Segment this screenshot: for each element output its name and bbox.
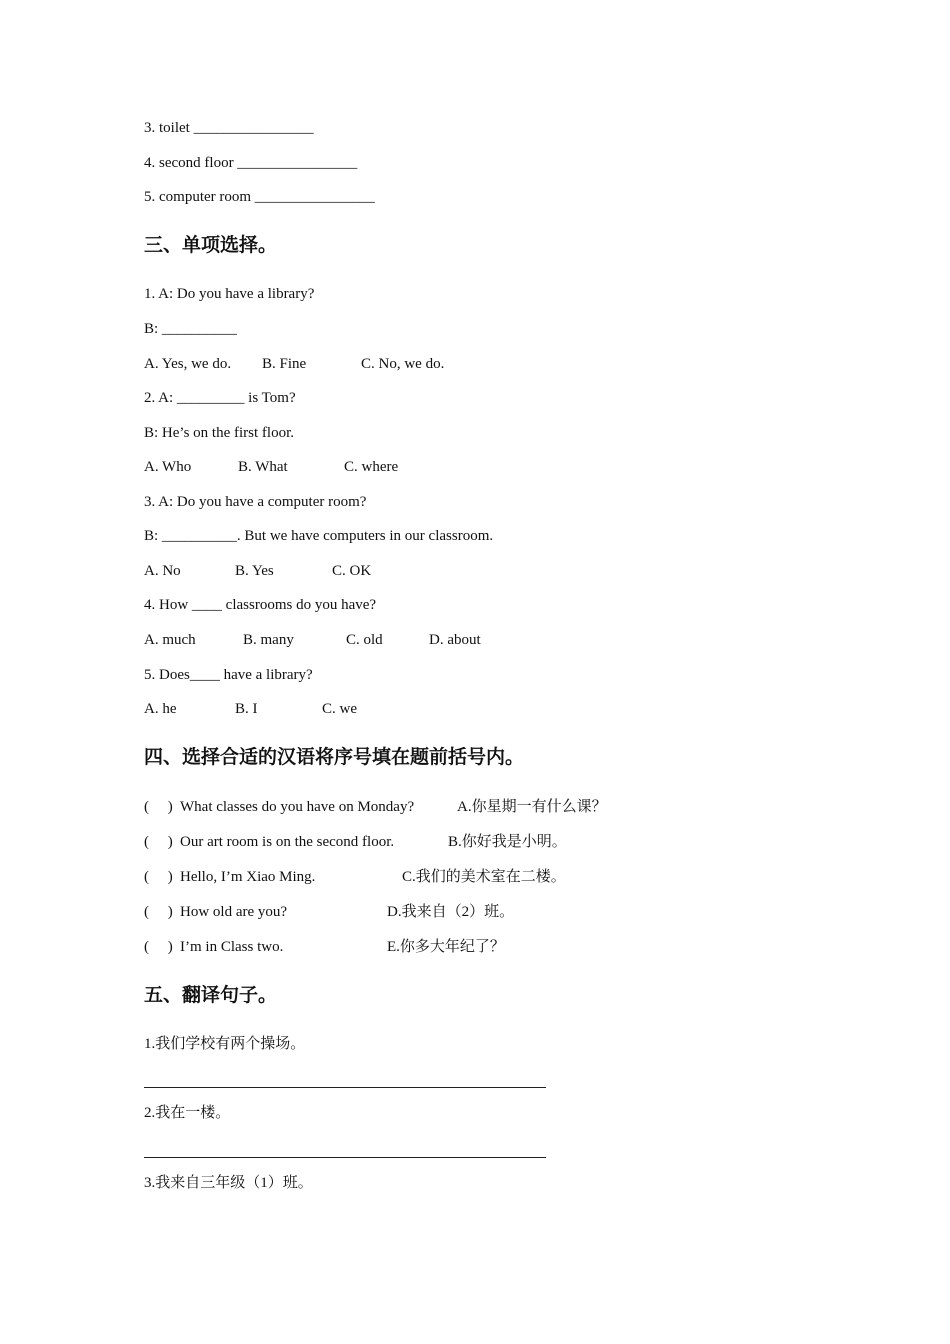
answer-bracket[interactable]: ( ) (144, 799, 173, 815)
match-chinese: D.我来自（2）班。 (387, 904, 515, 920)
vocab-item-computer-room: 5. computer room ________________ (144, 189, 375, 205)
q1-options (144, 355, 644, 373)
answer-line-1[interactable] (144, 1087, 546, 1088)
q2-options (144, 458, 644, 476)
q1-option-c: C. No, we do. (361, 356, 445, 372)
match-chinese: C.我们的美术室在二楼。 (402, 869, 566, 885)
section3-heading: 三、单项选择。 (144, 234, 278, 256)
q5-options (144, 700, 644, 718)
translate-item-1: 1.我们学校有两个操场。 (144, 1036, 306, 1052)
answer-bracket[interactable]: ( ) (144, 939, 173, 955)
q2-option-c: C. where (344, 459, 399, 475)
q5-option-b: B. I (235, 701, 258, 717)
match-english: Hello, I’m Xiao Ming. (180, 869, 316, 885)
match-english: I’m in Class two. (180, 939, 284, 955)
q4-option-b: B. many (243, 632, 294, 648)
q5-question: 5. Does____ have a library? (144, 667, 313, 683)
section4-heading: 四、选择合适的汉语将序号填在题前括号内。 (144, 746, 525, 768)
match-english: Our art room is on the second floor. (180, 834, 395, 850)
match-chinese: B.你好我是小明。 (448, 834, 567, 850)
translate-item-2: 2.我在一楼。 (144, 1105, 231, 1121)
answer-bracket[interactable]: ( ) (144, 869, 173, 885)
section5-heading: 五、翻译句子。 (144, 984, 278, 1006)
q1-option-b: B. Fine (262, 356, 307, 372)
q3-option-b: B. Yes (235, 563, 274, 579)
q3-option-c: C. OK (332, 563, 372, 579)
match-english: What classes do you have on Monday? (180, 799, 415, 815)
q4-option-c: C. old (346, 632, 383, 648)
q4-options (144, 631, 644, 649)
match-english: How old are you? (180, 904, 288, 920)
q2-option-b: B. What (238, 459, 288, 475)
match-row (144, 903, 664, 921)
q4-question: 4. How ____ classrooms do you have? (144, 597, 377, 613)
translate-item-3: 3.我来自三年级（1）班。 (144, 1175, 313, 1191)
q3-answer-line: B: __________. But we have computers in our classroom. (144, 528, 494, 544)
match-row (144, 798, 664, 816)
q2-option-a: A. Who (144, 459, 192, 475)
match-row (144, 833, 664, 851)
q1-question: 1. A: Do you have a library? (144, 286, 315, 302)
q4-option-a: A. much (144, 632, 196, 648)
match-chinese: E.你多大年纪了？ (387, 939, 505, 955)
q1-option-a: A. Yes, we do. (144, 356, 232, 372)
q5-option-c: C. we (322, 701, 357, 717)
answer-bracket[interactable]: ( ) (144, 904, 173, 920)
q2-answer-line: B: He’s on the first floor. (144, 425, 294, 441)
answer-bracket[interactable]: ( ) (144, 834, 173, 850)
match-row (144, 938, 664, 956)
vocab-item-second-floor: 4. second floor ________________ (144, 155, 358, 171)
q3-question: 3. A: Do you have a computer room? (144, 494, 367, 510)
q5-option-a: A. he (144, 701, 177, 717)
q1-answer-line: B: __________ (144, 321, 237, 337)
match-chinese: A.你星期一有什么课？ (457, 799, 607, 815)
q3-options (144, 562, 644, 580)
q2-question: 2. A: _________ is Tom? (144, 390, 296, 406)
vocab-item-toilet: 3. toilet ________________ (144, 120, 314, 136)
q3-option-a: A. No (144, 563, 181, 579)
q4-option-d: D. about (429, 632, 481, 648)
answer-line-2[interactable] (144, 1157, 546, 1158)
match-row (144, 868, 664, 886)
